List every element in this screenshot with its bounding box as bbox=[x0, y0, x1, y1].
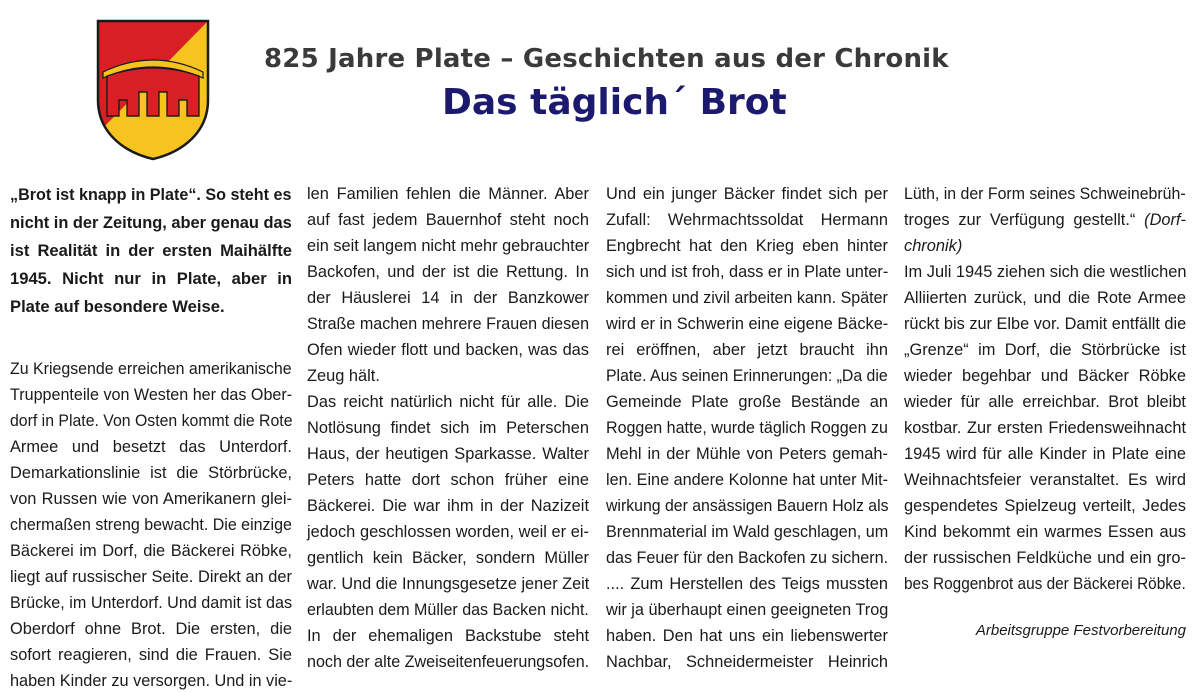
text-line: ein seit langem nicht mehr gebrauchter bbox=[307, 237, 590, 255]
text-line: Plate. Aus seinen Erinnerungen: „Da die bbox=[606, 367, 888, 385]
text-line: Weihnachtsfeier veranstaltet. Es wird bbox=[904, 471, 1186, 489]
text-line: kostbar. Zur ersten Friedensweihnacht bbox=[904, 419, 1186, 437]
column-3 bbox=[606, 181, 888, 675]
author-signature: Arbeitsgruppe Festvorbereitung bbox=[975, 622, 1186, 639]
text-line: kommen und zivil arbeiten kann. Später bbox=[606, 289, 888, 307]
text-line: Bäckerei. Die war ihm in der Nazizeit bbox=[307, 497, 589, 515]
column-1 bbox=[10, 181, 292, 692]
text-line: Brücke, im Unterdorf. Und damit ist das bbox=[10, 594, 293, 612]
text-line: gespendetes Spielzeug verteilt, Jedes bbox=[904, 497, 1186, 515]
lead-line: „Brot ist knapp in Plate“. So steht es bbox=[10, 185, 292, 204]
text-line: 1945 wird für alle Kinder in Plate eine bbox=[904, 445, 1186, 463]
text-line: Zu Kriegsende erreichen amerikanische bbox=[10, 360, 292, 378]
text-line: bes Roggenbrot aus der Bäckerei Röbke. bbox=[904, 575, 1186, 593]
text-line: auf fast jedem Bauernhof steht noch bbox=[307, 211, 589, 229]
header-title: Das täglich´ Brot bbox=[442, 82, 787, 123]
text-line: Haus, der heutigen Sparkasse. Walter bbox=[307, 445, 589, 463]
text-line: Nachbar, Schneidermeister Heinrich bbox=[606, 653, 888, 671]
text-line: sich und ist froh, dass er in Plate unter- bbox=[606, 263, 889, 281]
text-line: chronik) bbox=[904, 237, 963, 255]
text-line: Truppenteile von Westen her das Ober- bbox=[10, 386, 293, 404]
text-line: Armee und besetzt das Unterdorf. bbox=[10, 438, 292, 456]
text-line: „Grenze“ im Dorf, die Störbrücke ist bbox=[904, 341, 1186, 359]
text-line: der Häuslerei 14 in der Banzkower bbox=[307, 289, 589, 307]
text-line: der russischen Feldküche und ein gro- bbox=[904, 549, 1186, 567]
text-line: von Russen wie von Amerikanern glei- bbox=[10, 490, 292, 508]
column-4 bbox=[904, 181, 1186, 597]
text-line: Alliierten zurück, und die Rote Armee bbox=[904, 289, 1186, 307]
lead-line: ist Realität in der ersten Maihälfte bbox=[10, 241, 292, 260]
text-line: Und ein junger Bäcker findet sich per bbox=[606, 185, 888, 203]
plate-coat-of-arms bbox=[95, 18, 211, 162]
text-line: troges zur Verfügung gestellt.“ (Dorf- bbox=[904, 211, 1186, 229]
text-line: len. Eine andere Kolonne hat unter Mit- bbox=[606, 471, 889, 489]
lead-line: Plate auf besondere Weise. bbox=[10, 297, 225, 316]
text-line: Roggen hatte, wurde täglich Roggen zu bbox=[606, 419, 888, 437]
text-line: war. Und die Innungsgesetze jener Zeit bbox=[307, 575, 590, 593]
text-line: sofort reagieren, sind die Frauen. Sie bbox=[10, 646, 292, 664]
text-line: Straße machen mehrere Frauen diesen bbox=[307, 315, 590, 333]
text-line: jedoch geschlossen worden, weil er ei- bbox=[307, 523, 589, 541]
text-line: dorf in Plate. Von Osten kommt die Rote bbox=[10, 412, 293, 430]
text-line: Im Juli 1945 ziehen sich die westlichen bbox=[904, 263, 1187, 281]
paragraph-gap bbox=[10, 321, 292, 356]
text-line: Notlösung findet sich im Peterschen bbox=[307, 419, 589, 437]
text-line: haben. Den hat uns ein liebenswerter bbox=[606, 627, 888, 645]
text-line: Peters hatte dort schon früher eine bbox=[307, 471, 589, 489]
text-line: rei eröffnen, aber jetzt braucht ihn bbox=[606, 341, 888, 359]
text-line: Brennmaterial im Wald geschlagen, um bbox=[606, 523, 889, 541]
text-line: das Feuer für den Backofen zu sichern. bbox=[606, 549, 889, 567]
text-line: Backofen, und der ist die Rettung. In bbox=[307, 263, 589, 281]
text-line: rückt bis zur Elbe vor. Damit entfällt die bbox=[904, 315, 1187, 333]
column-2 bbox=[307, 181, 589, 675]
text-line: Zufall: Wehrmachtssoldat Hermann bbox=[606, 211, 888, 229]
text-line: Lüth, in der Form seines Schweinebrüh- bbox=[904, 185, 1186, 203]
text-line: wird er in Schwerin eine eigene Bäcke- bbox=[606, 315, 889, 333]
text-line: wir ja überhaupt einen geeigneten Trog bbox=[606, 601, 889, 619]
body-paragraph bbox=[10, 356, 292, 692]
text-line: wirkung der ansässigen Bauern Holz als bbox=[606, 497, 889, 515]
text-line: Das reicht natürlich nicht für alle. Die bbox=[307, 393, 589, 411]
text-line: erlaubten dem Müller das Backen nicht. bbox=[307, 601, 589, 619]
text-line: len Familien fehlen die Männer. Aber bbox=[307, 185, 589, 203]
lead-paragraph bbox=[10, 181, 292, 321]
text-line: Mehl in der Mühle von Peters gemah- bbox=[606, 445, 888, 463]
text-line: Oberdorf ohne Brot. Die ersten, die bbox=[10, 620, 292, 638]
text-line: liegt auf russischer Seite. Direkt an der bbox=[10, 568, 292, 586]
text-line: Zeug hält. bbox=[307, 367, 380, 385]
text-line: gentlich kein Bäcker, sondern Müller bbox=[307, 549, 589, 567]
text-line: In der ehemaligen Backstube steht bbox=[307, 627, 589, 645]
text-line: Kind bekommt ein warmes Essen aus bbox=[904, 523, 1186, 541]
text-line: wieder für alle erreichbar. Brot bleibt bbox=[904, 393, 1186, 411]
text-line: chermaßen streng bewacht. Die einzige bbox=[10, 516, 292, 534]
text-line: Bäckerei im Dorf, die Bäckerei Röbke, bbox=[10, 542, 292, 560]
text-line: .... Zum Herstellen des Teigs mussten bbox=[606, 575, 888, 593]
text-line: wieder begehbar und Bäcker Röbke bbox=[904, 367, 1186, 385]
text-line: Ofen wieder flott und backen, was das bbox=[307, 341, 589, 359]
text-line: Demarkationslinie ist die Störbrücke, bbox=[10, 464, 292, 482]
text-line: noch der alte Zweiseitenfeuerungsofen. bbox=[307, 653, 590, 671]
lead-line: nicht in der Zeitung, aber genau das bbox=[10, 213, 292, 232]
text-line: Gemeinde Plate große Bestände an bbox=[606, 393, 888, 411]
lead-line: 1945. Nicht nur in Plate, aber in bbox=[10, 269, 292, 288]
text-line: Engbrecht hat den Krieg eben hinter bbox=[606, 237, 888, 255]
header-subtitle: 825 Jahre Plate – Geschichten aus der Chronik bbox=[264, 44, 949, 74]
text-line: haben Kinder zu versorgen. Und in vie- bbox=[10, 672, 293, 690]
